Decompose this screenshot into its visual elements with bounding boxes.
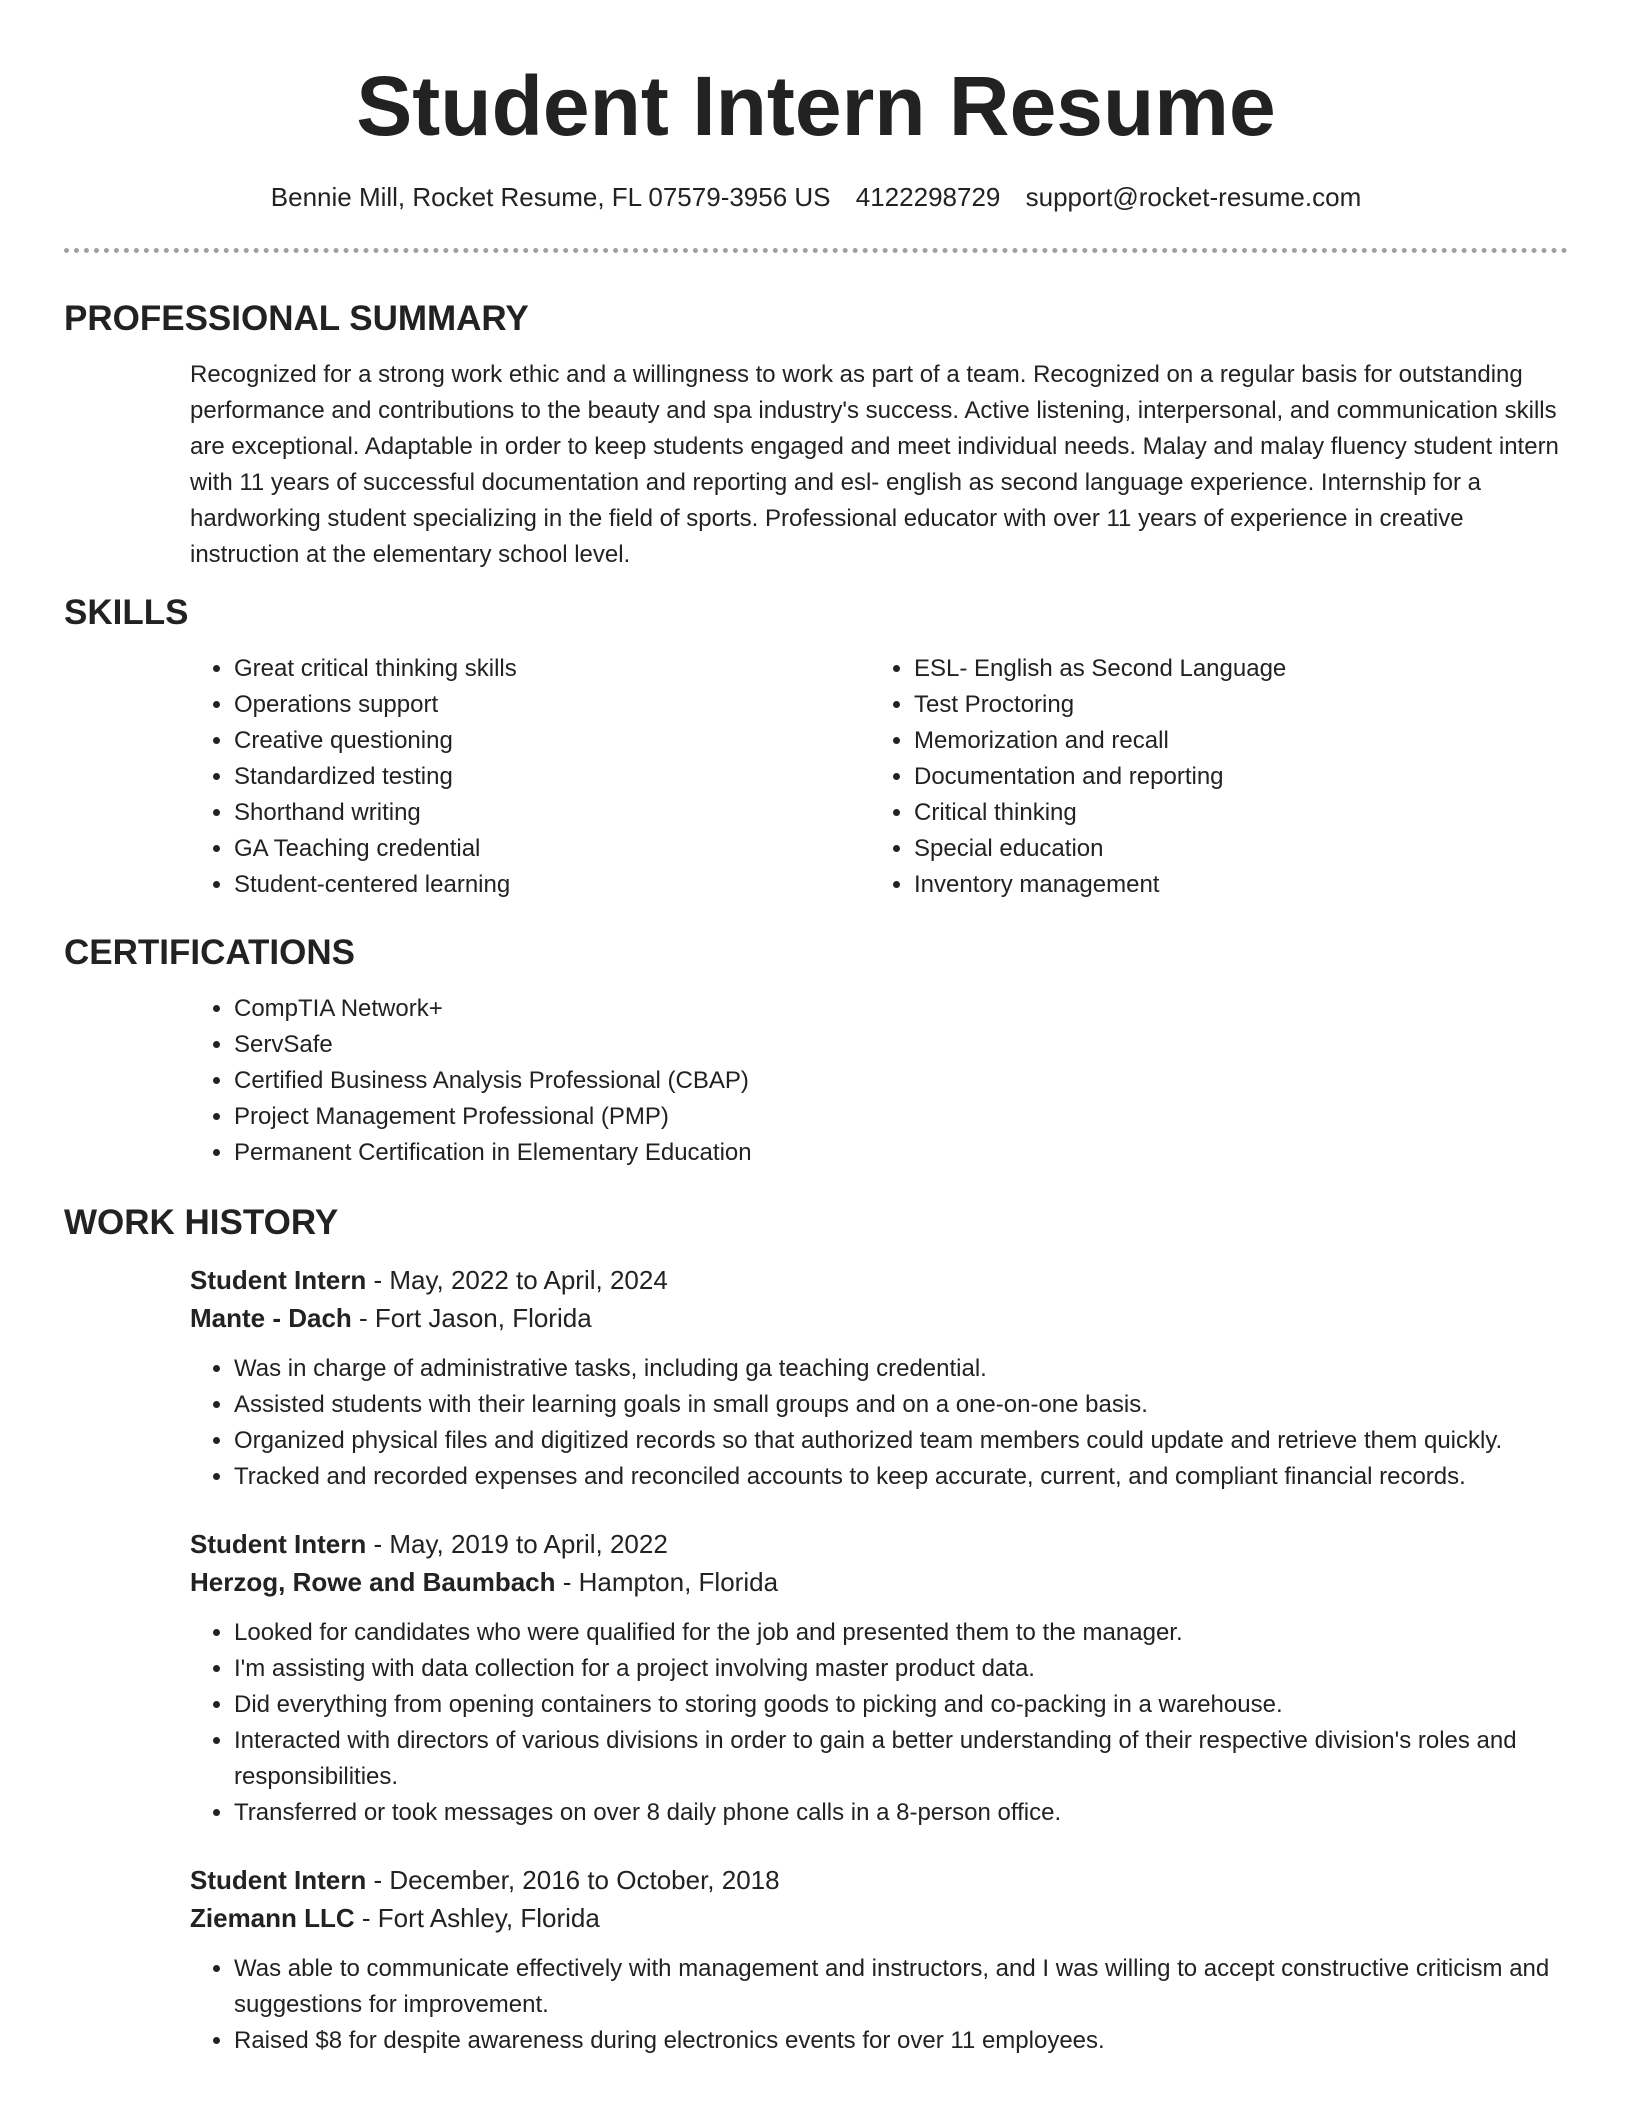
job-company-line [190,1563,1568,1601]
work-history-heading: WORK HISTORY [64,1203,339,1242]
job-title: Student Intern [190,1529,367,1559]
job-title: Student Intern [190,1865,367,1895]
job-dates: - December, 2016 to October, 2018 [366,1865,780,1895]
contact-email: support@rocket-resume.com [1025,182,1362,212]
summary-heading: PROFESSIONAL SUMMARY [64,299,529,338]
job-title: Student Intern [190,1265,367,1295]
job-title-line [190,1261,1568,1299]
certifications-section [64,931,1568,1171]
job-dates: - May, 2019 to April, 2022 [366,1529,668,1559]
skill-item: • Inventory management [914,867,1550,903]
summary-section [64,297,1568,573]
skills-heading: SKILLS [64,593,189,632]
job-company-line [190,1899,1568,1937]
job-bullet: • Transferred or took messages on over 8 daily phone calls in a 8-person office. [234,1795,1568,1831]
job-bullets [64,1951,1568,2059]
skill-item: • Operations support [234,687,870,723]
job-bullet: • Was able to communicate effectively with management and instructors, and I was willing to accept constructive criticism and suggestions for improvement. [234,1951,1568,2023]
job-company-line [190,1299,1568,1337]
certification-item: • Permanent Certification in Elementary Education [234,1135,1568,1171]
job-bullet: • I'm assisting with data collection for a project involving master product data. [234,1651,1568,1687]
job-bullet: • Tracked and recorded expenses and reconciled accounts to keep accurate, current, and compliant financial records. [234,1459,1568,1495]
job-bullet: • Raised $8 for despite awareness during electronics events for over 11 employees. [234,2023,1568,2059]
skill-item: • Special education [914,831,1550,867]
job-bullet: • Looked for candidates who were qualified for the job and presented them to the manager. [234,1615,1568,1651]
job-bullets [64,1615,1568,1831]
contact-line [64,180,1568,214]
job-bullet: • Did everything from opening containers to storing goods to picking and co-packing in a warehouse. [234,1687,1568,1723]
job-location: - Fort Ashley, Florida [354,1903,600,1933]
job-bullet: • Organized physical files and digitized records so that authorized team members could update and retrieve them quickly. [234,1423,1568,1459]
job-company: Herzog, Rowe and Baumbach [190,1567,556,1597]
job-bullet: • Assisted students with their learning goals in small groups and on a one-on-one basis. [234,1387,1568,1423]
skill-item: • GA Teaching credential [234,831,870,867]
skill-item: • Great critical thinking skills [234,651,870,687]
skills-section [64,591,1568,903]
certifications-heading: CERTIFICATIONS [64,933,356,972]
skills-column-right [870,651,1550,903]
certifications-list [190,991,1568,1171]
skill-item: • Memorization and recall [914,723,1550,759]
job-entry [190,1525,1568,1831]
job-location: - Hampton, Florida [555,1567,779,1597]
skill-item: • Test Proctoring [914,687,1550,723]
job-title-line [190,1525,1568,1563]
skills-list-right [870,651,1550,903]
job-bullet: • Interacted with directors of various divisions in order to gain a better understanding of their respective division's roles and responsibilities. [234,1723,1568,1795]
job-title-line [190,1861,1568,1899]
skill-item: • ESL- English as Second Language [914,651,1550,687]
job-bullet: • Was in charge of administrative tasks, including ga teaching credential. [234,1351,1568,1387]
certification-item: • Certified Business Analysis Professional (CBAP) [234,1063,1568,1099]
skills-list-left [190,651,870,903]
header-divider [64,248,1568,253]
certification-item: • ServSafe [234,1027,1568,1063]
job-entry [190,1861,1568,2059]
skill-item: • Critical thinking [914,795,1550,831]
skills-column-left [190,651,870,903]
job-company: Mante - Dach [190,1303,352,1333]
job-entry [190,1261,1568,1495]
skills-grid [190,651,1568,903]
contact-phone: 4122298729 [855,182,1001,212]
skill-item: • Shorthand writing [234,795,870,831]
skill-item: • Standardized testing [234,759,870,795]
summary-text: Recognized for a strong work ethic and a willingness to work as part of a team. Recognized on a regular basis for outstanding performance and contributions to the beauty and spa industry's success. Active listening, interpersonal, and communication skills are exceptional. Adaptable in order to keep students engaged and meet individual needs. Malay and malay fluency student intern with 11 years of successful documentation and reporting and esl- english as second language experience. Internship for a hardworking student specializing in the field of sports. Professional educator with over 11 years of experience in creative instruction at the elementary school level. [190,361,1559,568]
skill-item: • Documentation and reporting [914,759,1550,795]
work-history-section [64,1201,1568,2059]
job-company: Ziemann LLC [190,1903,355,1933]
job-dates: - May, 2022 to April, 2024 [366,1265,668,1295]
certification-item: • Project Management Professional (PMP) [234,1099,1568,1135]
resume-page [64,0,1568,2059]
skill-item: • Student-centered learning [234,867,870,903]
skill-item: • Creative questioning [234,723,870,759]
certification-item: • CompTIA Network+ [234,991,1568,1027]
resume-title: Student Intern Resume [356,59,1276,153]
job-bullets [64,1351,1568,1495]
contact-address: Bennie Mill, Rocket Resume, FL 07579-3956 US [270,182,831,212]
job-location: - Fort Jason, Florida [351,1303,592,1333]
